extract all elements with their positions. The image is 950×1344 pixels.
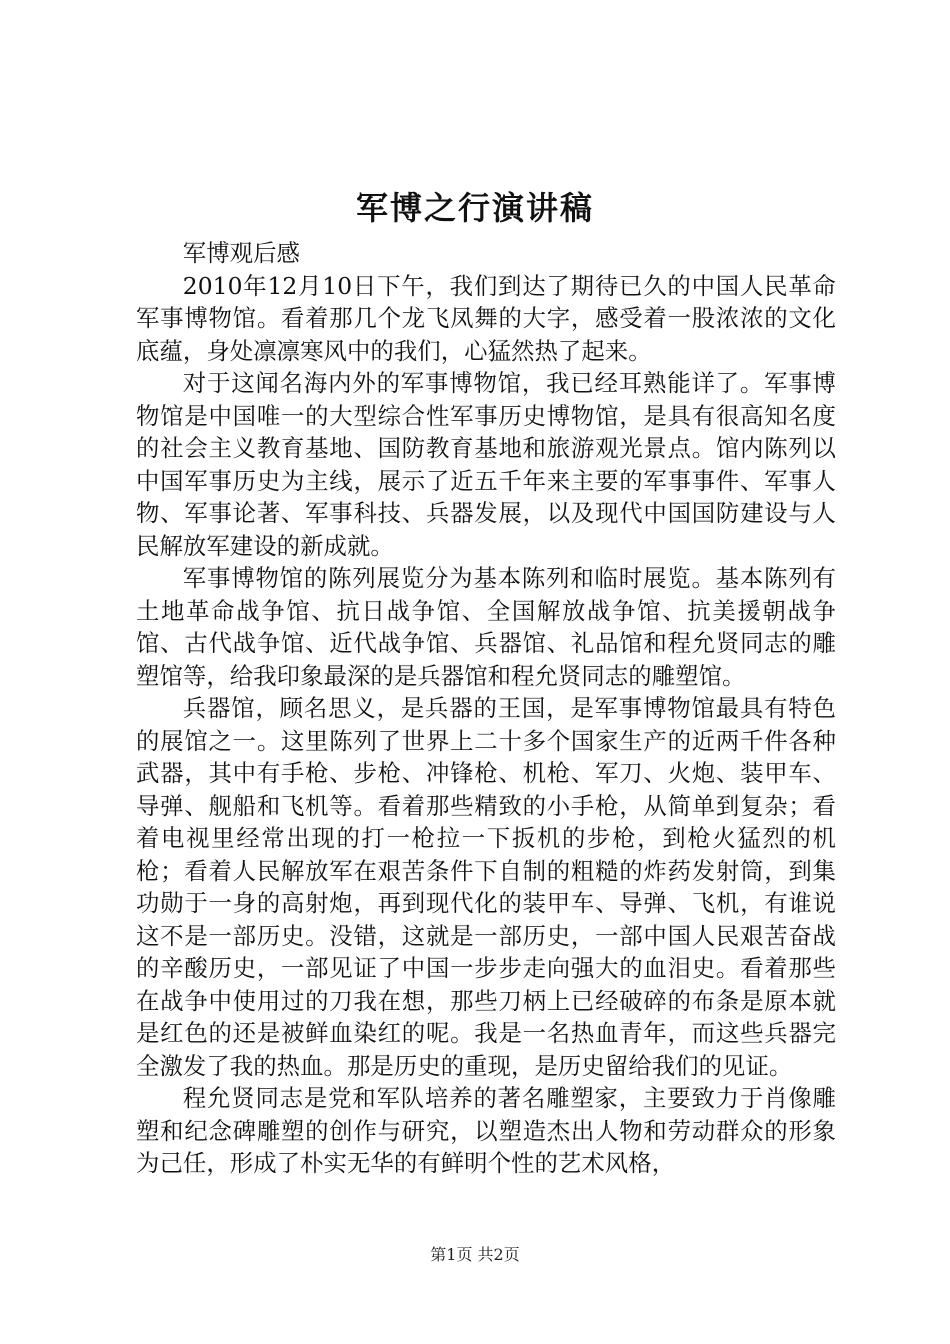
paragraph: 军事博物馆的陈列展览分为基本陈列和临时展览。基本陈列有土地革命战争馆、抗日战争馆、全国解放战争馆、抗美援朝战争馆、古代战争馆、近代战争馆、兵器馆、礼品馆和程允贤同志的雕塑馆等，给我印象最深的是兵器馆和程允贤同志的雕塑馆。 [136, 564, 836, 690]
paragraph-subtitle: 军博观后感 [182, 239, 300, 267]
paragraph: 2010年12月10日下午，我们到达了期待已久的中国人民革命军事博物馆。看着那几个龙飞凤舞的大字，感受着一股浓浓的文化底蕴，身处凛凛寒风中的我们，心猛然热了起来。 [136, 271, 836, 365]
page-footer: 第1页 共2页 [430, 1245, 520, 1264]
paragraph: 程允贤同志是党和军队培养的著名雕塑家，主要致力于肖像雕塑和纪念碑雕塑的创作与研究，以塑造杰出人物和劳动群众的形象为己任，形成了朴实无华的有鲜明个性的艺术风格， [136, 1084, 836, 1177]
document-body [136, 237, 836, 1180]
paragraph: 对于这闻名海内外的军事博物馆，我已经耳熟能详了。军事博物馆是中国唯一的大型综合性军事历史博物馆，是具有很高知名度的社会主义教育基地、国防教育基地和旅游观光景点。馆内陈列以中国军事历史为主线，展示了近五千年来主要的军事事件、军事人物、军事论著、军事科技、兵器发展，以及现代中国国防建设与人民解放军建设的新成就。 [136, 369, 836, 560]
page-title: 军博之行演讲稿 [355, 189, 594, 227]
paragraph: 兵器馆，顾名思义，是兵器的王国，是军事博物馆最具有特色的展馆之一。这里陈列了世界上二十多个国家生产的近两千件各种武器，其中有手枪、步枪、冲锋枪、机枪、军刀、火炮、装甲车、导弹、舰船和飞机等。看着那些精致的小手枪，从简单到复杂；看着电视里经常出现的打一枪拉一下扳机的步枪，到枪火猛烈的机枪；看着人民解放军在艰苦条件下自制的粗糙的炸药发射筒，到集功勋于一身的高射炮，再到现代化的装甲车、导弹、飞机，有谁说这不是一部历史。没错，这就是一部历史，一部中国人民艰苦奋战的辛酸历史，一部见证了中国一步步走向强大的血泪史。看着那些在战争中使用过的刀我在想，那些刀柄上已经破碎的布条是原本就是红色的还是被鲜血染红的呢。我是一名热血青年，而这些兵器完全激发了我的热血。那是历史的重现，是历史留给我们的见证。 [136, 694, 836, 1080]
